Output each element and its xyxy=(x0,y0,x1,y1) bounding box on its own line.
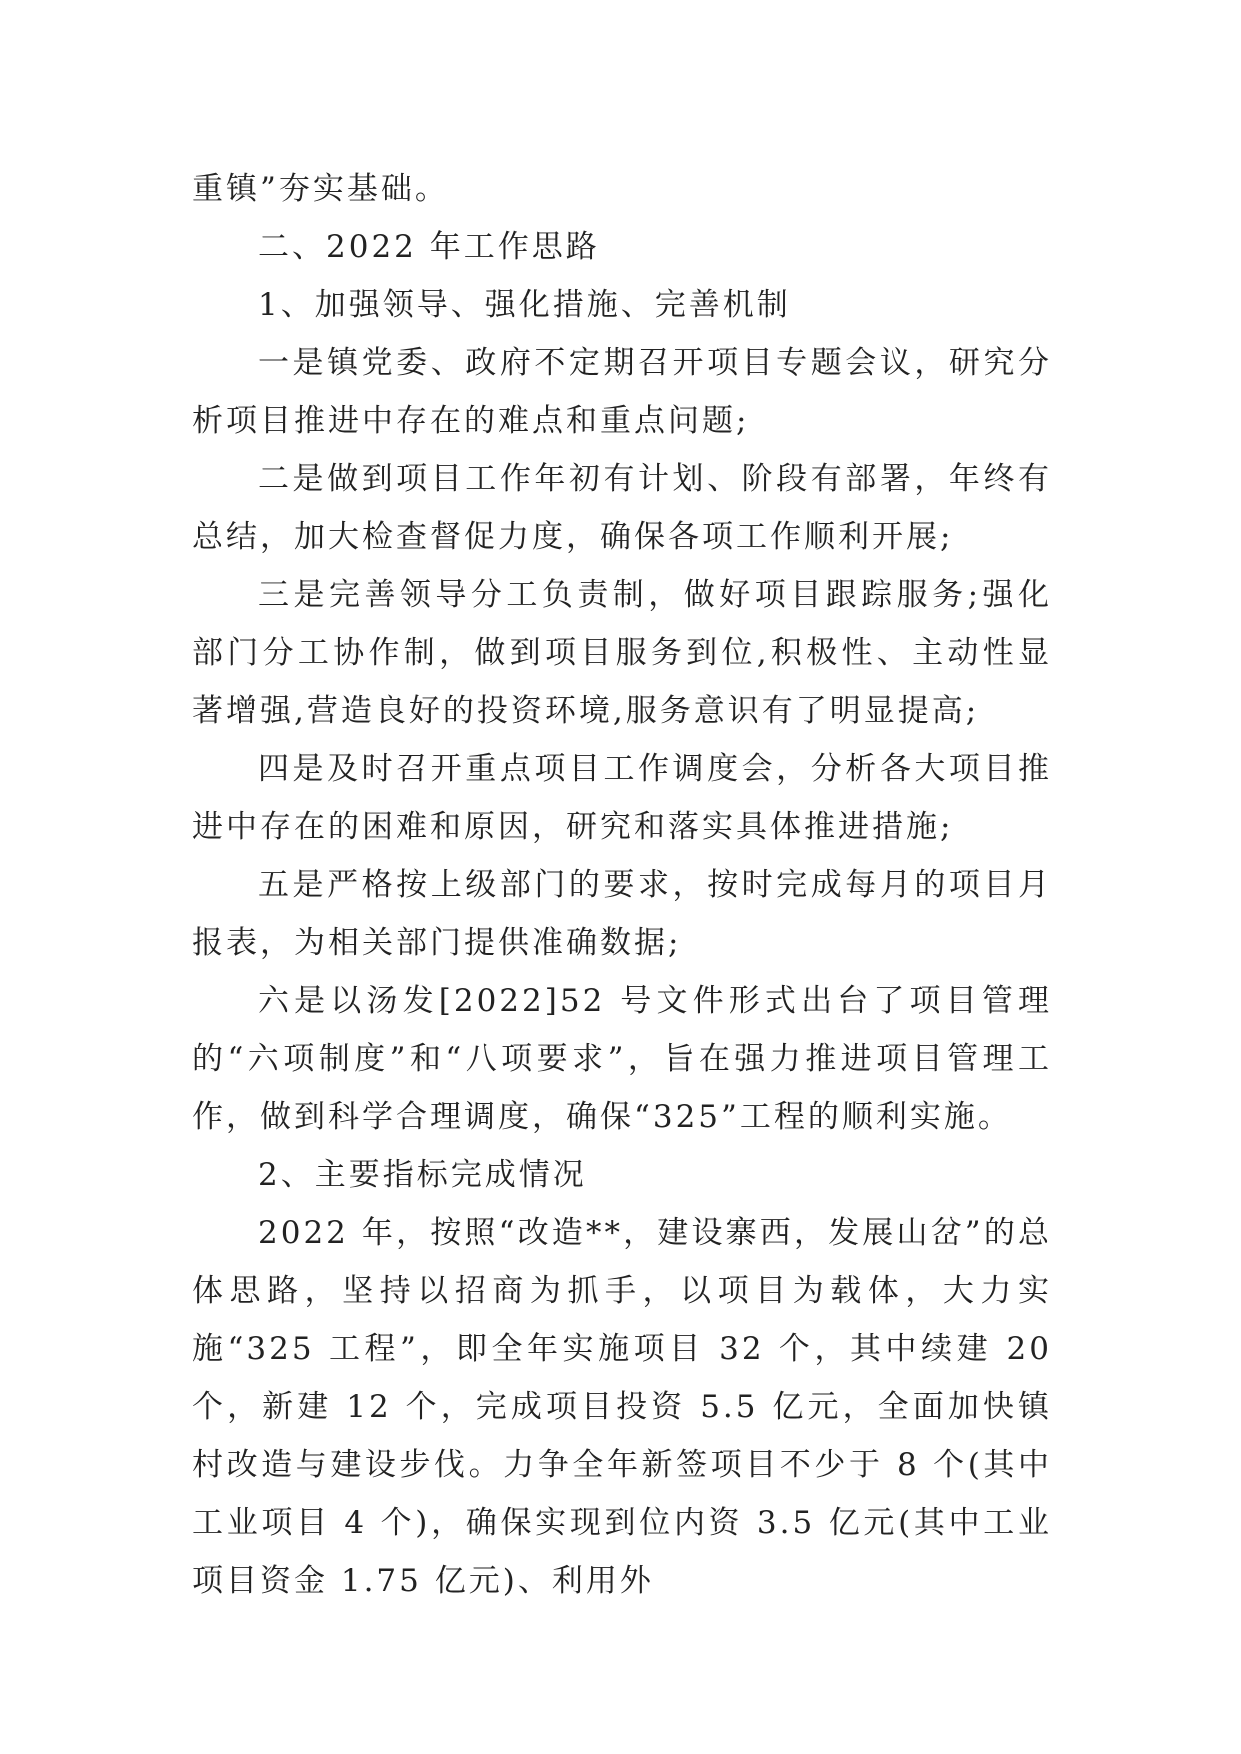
section-heading-work-plan: 二、2022 年工作思路 xyxy=(258,229,600,265)
paragraph-item-1: 一是镇党委、政府不定期召开项目专题会议，研究分析项目推进中存在的难点和重点问题; xyxy=(192,345,1052,439)
document-body xyxy=(192,160,1052,1610)
subsection-heading-leadership: 1、加强领导、强化措施、完善机制 xyxy=(258,287,791,323)
paragraph-indicators: 2022 年，按照“改造**，建设寨西，发展山岔”的总体思路，坚持以招商为抓手，以项目为载体，大力实施“325 工程”，即全年实施项目 32 个，其中续建 20 个，新建 12 个，完成项目投资 5.5 亿元，全面加快镇村改造与建设步伐。力争全年新签项目不少于 8 个(其中工业项目 4 个)，确保实现到位内资 3.5 亿元(其中工业项目资金 1.75 亿元)、利用外 xyxy=(192,1215,1052,1599)
paragraph-item-5: 五是严格按上级部门的要求，按时完成每月的项目月报表，为相关部门提供准确数据; xyxy=(192,867,1052,961)
paragraph-item-3: 三是完善领导分工负责制，做好项目跟踪服务;强化部门分工协作制，做到项目服务到位,积极性、主动性显著增强,营造良好的投资环境,服务意识有了明显提高; xyxy=(192,577,1052,729)
paragraph-item-2: 二是做到项目工作年初有计划、阶段有部署，年终有总结，加大检查督促力度，确保各项工作顺利开展; xyxy=(192,461,1052,555)
subsection-heading-indicators: 2、主要指标完成情况 xyxy=(258,1157,587,1193)
paragraph-item-4: 四是及时召开重点项目工作调度会，分析各大项目推进中存在的困难和原因，研究和落实具体推进措施; xyxy=(192,751,1052,845)
paragraph-item-6: 六是以汤发[2022]52 号文件形式出台了项目管理的“六项制度”和“八项要求”，旨在强力推进项目管理工作，做到科学合理调度，确保“325”工程的顺利实施。 xyxy=(192,983,1052,1135)
paragraph-continuation: 重镇”夯实基础。 xyxy=(192,171,449,207)
